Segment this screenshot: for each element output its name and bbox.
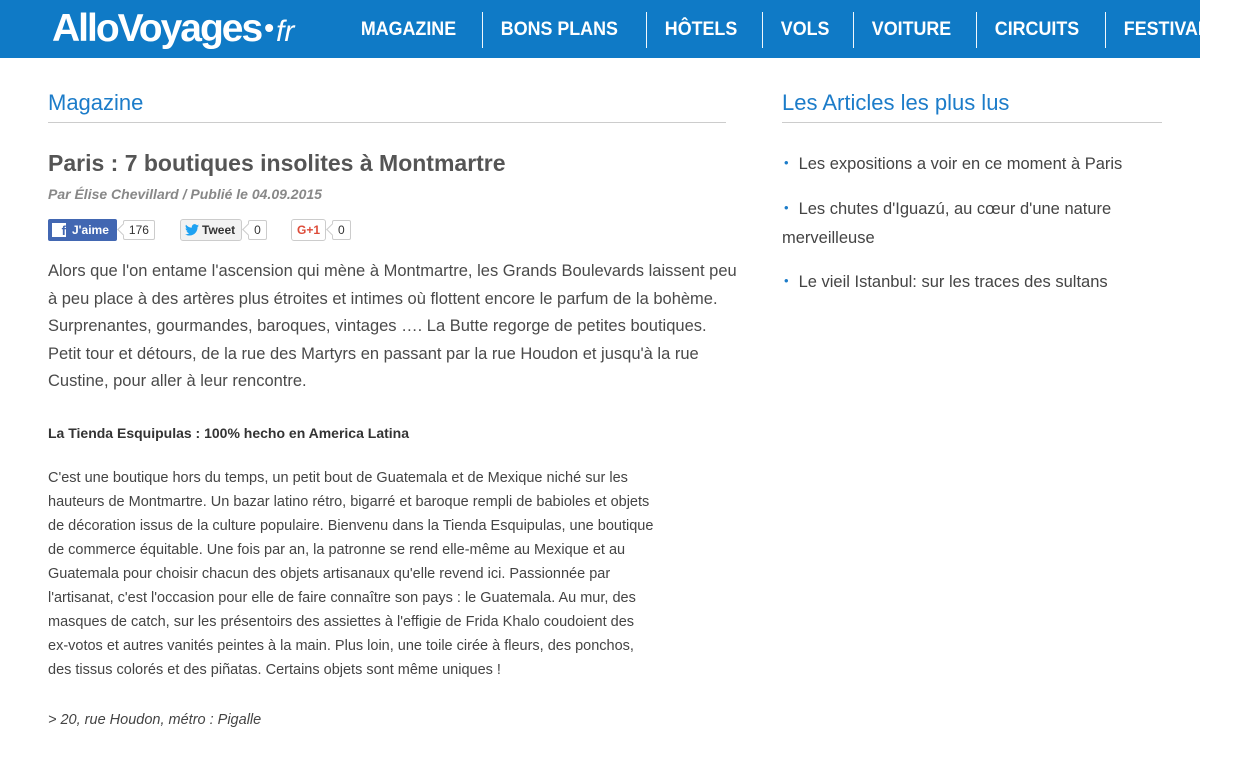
bullet-icon: • xyxy=(784,273,789,288)
nav-item-vols[interactable]: VOLS xyxy=(762,12,847,48)
facebook-like-label: J'aime xyxy=(72,223,109,237)
nav-item-magazine[interactable]: MAGAZINE xyxy=(360,19,457,40)
nav-item-festivals[interactable]: FESTIVALS xyxy=(1105,12,1239,48)
gplus-share xyxy=(291,218,351,242)
nav-item-circuits[interactable]: CIRCUITS xyxy=(976,12,1097,48)
logo-tld: fr xyxy=(276,15,295,48)
bullet-icon: • xyxy=(784,200,789,215)
nav-item-bons-plans[interactable]: BONS PLANS xyxy=(482,12,636,48)
tweet-label: Tweet xyxy=(202,223,236,237)
logo-name: AlloVoyages xyxy=(52,7,262,50)
section-title-magazine: Magazine xyxy=(48,86,726,123)
facebook-like-count: 176 xyxy=(123,220,155,240)
gplus-count: 0 xyxy=(332,220,351,240)
popular-articles-list xyxy=(782,150,1162,313)
popular-article-link[interactable]: • Les chutes d'Iguazú, au cœur d'une nature merveilleuse xyxy=(782,200,1112,247)
sidebar-title: Les Articles les plus lus xyxy=(782,86,1162,123)
site-logo[interactable] xyxy=(52,5,294,53)
twitter-bird-icon xyxy=(185,224,199,236)
bullet-icon: • xyxy=(784,155,789,170)
article-title: Paris : 7 boutiques insolites à Montmartre xyxy=(48,150,506,176)
main-nav xyxy=(343,12,1247,48)
facebook-icon: f xyxy=(52,223,66,237)
nav-item-voiture[interactable]: VOITURE xyxy=(853,12,969,48)
top-navigation-bar xyxy=(0,0,1221,58)
tweet-count: 0 xyxy=(248,220,267,240)
gplus-button[interactable]: G+1 xyxy=(291,219,326,241)
nav-item-hotels[interactable]: HÔTELS xyxy=(646,12,755,48)
shop-address: > 20, rue Houdon, métro : Pigalle xyxy=(48,712,262,728)
popular-article-link[interactable]: • Le vieil Istanbul: sur les traces des sultans xyxy=(784,273,1108,291)
tweet-button[interactable] xyxy=(180,219,242,241)
facebook-like-button[interactable] xyxy=(48,219,117,241)
article-byline: Par Élise Chevillard / Publié le 04.09.2015 xyxy=(48,186,322,202)
twitter-share xyxy=(180,218,267,242)
article-body: C'est une boutique hors du temps, un petit bout de Guatemala et de Mexique niché sur les hauteurs de Montmartre. Un bazar latino rétro, bigarré et baroque rempli de babioles et objets de décoration issus de la culture populaire. Bienvenu dans la Tienda Esquipulas, une boutique de commerce équitable. Une fois par an, la patronne se rend elle-même au Mexique et au Guatemala pour choisir chacun des objets artisanaux qu'elle revend ici. Passionnée par l'artisanat, c'est l'occasion pour elle de faire connaître son pays : le Guatemala. Au mur, des masques de catch, sur les présentoirs des assiettes à l'effigie de Frida Khalo coudoient des ex-votos et autres vanités peintes à la main. Plus loin, une toile cirée à fleurs, des ponchos, des tissus colorés et des piñatas. Certains objets sont même uniques ! xyxy=(48,470,654,678)
article-subheading: La Tienda Esquipulas : 100% hecho en America Latina xyxy=(48,425,409,441)
popular-article-link[interactable]: • Les expositions a voir en ce moment à Paris xyxy=(784,155,1123,173)
facebook-share xyxy=(48,218,155,242)
article-intro: Alors que l'on entame l'ascension qui mène à Montmartre, les Grands Boulevards laissent peu à peu place à des artères plus étroites et intimes où flottent encore le parfum de la bohème. Surprenantes, gourmandes, baroques, vintages …. La Butte regorge de petites boutiques. Petit tour et détours, de la rue des Martyrs en passant par la rue Houdon et jusqu'à la rue Custine, pour aller à leur rencontre. xyxy=(48,262,737,390)
logo-dot: • xyxy=(264,12,274,43)
